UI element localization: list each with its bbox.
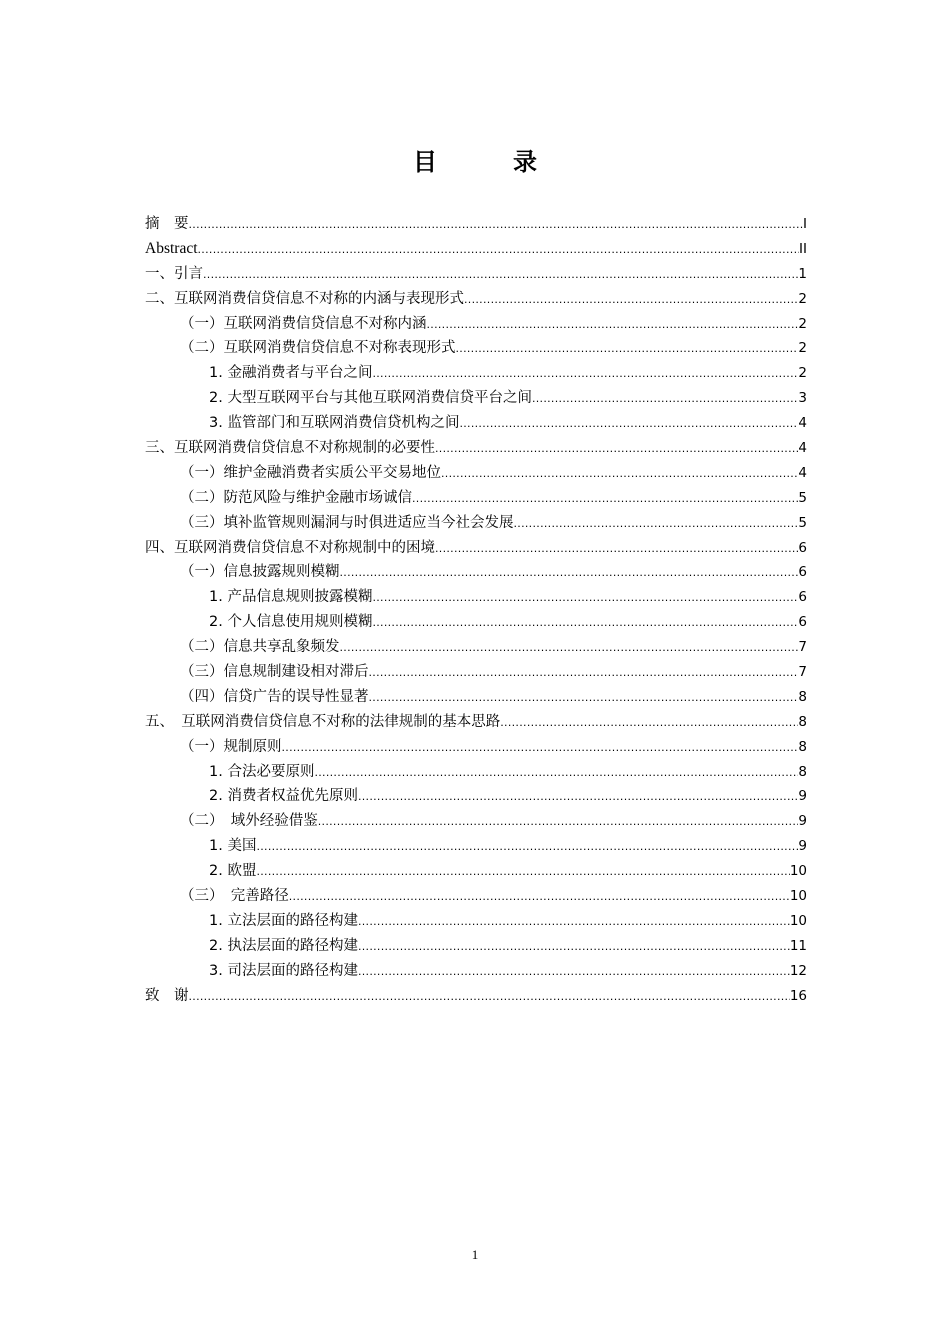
toc-entry[interactable]: [145, 436, 807, 461]
toc-entry[interactable]: [145, 660, 807, 685]
toc-dot-leader: [282, 736, 799, 761]
toc-entry[interactable]: [145, 560, 807, 585]
toc-entry-label: （一）维护金融消费者实质公平交易地位: [180, 464, 441, 481]
toc-dot-leader: [289, 885, 790, 910]
toc-entry[interactable]: [145, 809, 807, 834]
toc-entry-label: 2. 执法层面的路径构建: [209, 937, 358, 954]
toc-entry-label: （三）填补监管规则漏洞与时俱进适应当今社会发展: [180, 514, 514, 531]
toc-entry-page: 2: [798, 315, 807, 332]
toc-entry-page: 8: [798, 688, 807, 705]
toc-entry[interactable]: [145, 959, 807, 984]
toc-entry[interactable]: [145, 884, 807, 909]
toc-entry[interactable]: [145, 511, 807, 536]
toc-entry-label: 2. 个人信息使用规则模糊: [209, 614, 373, 631]
toc-dot-leader: [427, 313, 799, 338]
toc-dot-leader: [318, 810, 799, 835]
toc-entry-page: 6: [798, 539, 807, 556]
toc-entry-page: 6: [798, 614, 807, 631]
toc-entry[interactable]: [145, 984, 807, 1009]
toc-entry[interactable]: [145, 287, 807, 312]
toc-entry-page: 7: [798, 664, 807, 681]
toc-entry-label: 2. 欧盟: [209, 863, 257, 880]
toc-entry-label: 三、互联网消费信贷信息不对称规制的必要性: [145, 440, 435, 457]
toc-entry-page: 10: [789, 863, 807, 880]
toc-dot-leader: [369, 661, 799, 686]
toc-entry[interactable]: [145, 859, 807, 884]
toc-entry-label: 3. 监管部门和互联网消费信贷机构之间: [209, 415, 460, 432]
toc-entry[interactable]: [145, 312, 807, 337]
toc-entry-page: 6: [798, 564, 807, 581]
toc-entry[interactable]: [145, 386, 807, 411]
toc-entry[interactable]: [145, 710, 807, 735]
toc-dot-leader: [369, 686, 799, 711]
toc-entry-page: 8: [798, 738, 807, 755]
toc-entry-label: （二）信息共享乱象频发: [180, 639, 340, 656]
toc-entry-page: 9: [798, 813, 807, 830]
toc-entry-label: （一）规制原则: [180, 738, 282, 755]
toc-dot-leader: [358, 960, 790, 985]
toc-entry-page: 5: [798, 489, 807, 506]
toc-dot-leader: [500, 711, 798, 736]
toc-dot-leader: [358, 785, 798, 810]
toc-entry-label: 1. 合法必要原则: [209, 763, 315, 780]
toc-dot-leader: [189, 985, 790, 1010]
toc-entry[interactable]: [145, 934, 807, 959]
toc-list: [145, 212, 807, 1009]
toc-entry-page: 3: [798, 390, 807, 407]
toc-dot-leader: [514, 512, 799, 537]
toc-entry-label: 1. 产品信息规则披露模糊: [209, 589, 373, 606]
toc-entry[interactable]: [145, 262, 807, 287]
toc-entry-page: 7: [798, 639, 807, 656]
toc-entry-page: 9: [798, 788, 807, 805]
toc-entry-page: 10: [789, 888, 807, 905]
toc-entry[interactable]: [145, 411, 807, 436]
toc-entry-label: 2. 大型互联网平台与其他互联网消费信贷平台之间: [209, 390, 532, 407]
toc-dot-leader: [441, 462, 798, 487]
toc-dot-leader: [203, 263, 798, 288]
toc-entry-page: I: [803, 216, 807, 232]
toc-entry-page: 4: [798, 440, 807, 457]
toc-entry-page: 6: [798, 589, 807, 606]
toc-dot-leader: [189, 213, 804, 238]
toc-dot-leader: [256, 835, 798, 860]
toc-entry-label: （二）防范风险与维护金融市场诚信: [180, 489, 412, 506]
toc-entry-page: 2: [798, 365, 807, 382]
toc-entry-label: Abstract: [145, 239, 198, 257]
toc-dot-leader: [358, 935, 790, 960]
toc-entry[interactable]: [145, 909, 807, 934]
toc-entry-label: （三） 完善路径: [180, 888, 289, 905]
toc-dot-leader: [435, 437, 798, 462]
toc-dot-leader: [456, 337, 799, 362]
toc-dot-leader: [256, 860, 789, 885]
toc-entry-label: （二）互联网消费信贷信息不对称表现形式: [180, 340, 456, 357]
toc-entry[interactable]: [145, 685, 807, 710]
toc-entry-label: 3. 司法层面的路径构建: [209, 962, 358, 979]
toc-entry[interactable]: [145, 585, 807, 610]
toc-entry-page: 8: [798, 713, 807, 730]
toc-entry[interactable]: [145, 536, 807, 561]
toc-entry-page: 16: [789, 987, 807, 1004]
toc-entry-page: 11: [789, 937, 807, 954]
toc-entry-page: 2: [798, 340, 807, 357]
toc-entry-page: 10: [789, 912, 807, 929]
toc-title: 目 录: [413, 148, 563, 176]
toc-entry[interactable]: [145, 735, 807, 760]
toc-entry[interactable]: [145, 212, 807, 237]
toc-dot-leader: [464, 288, 798, 313]
toc-entry-label: 1. 立法层面的路径构建: [209, 912, 358, 929]
toc-dot-leader: [459, 412, 798, 437]
toc-entry-label: 五、 互联网消费信贷信息不对称的法律规制的基本思路: [145, 713, 501, 730]
toc-entry-page: 1: [798, 265, 807, 282]
toc-dot-leader: [340, 636, 799, 661]
toc-entry-page: 9: [798, 838, 807, 855]
toc-entry-label: （二） 域外经验借鉴: [180, 813, 318, 830]
toc-entry[interactable]: [145, 486, 807, 511]
toc-entry[interactable]: [145, 361, 807, 386]
toc-entry[interactable]: [145, 760, 807, 785]
toc-entry-label: 1. 金融消费者与平台之间: [209, 365, 373, 382]
toc-dot-leader: [372, 611, 798, 636]
toc-entry-page: 8: [798, 763, 807, 780]
toc-entry-page: 4: [798, 464, 807, 481]
toc-entry-label: （一）互联网消费信贷信息不对称内涵: [180, 315, 427, 332]
toc-dot-leader: [412, 487, 798, 512]
toc-entry[interactable]: [145, 834, 807, 859]
toc-entry-label: 摘 要: [145, 216, 189, 232]
toc-dot-leader: [358, 910, 790, 935]
toc-entry-label: 一、引言: [145, 265, 203, 282]
toc-dot-leader: [372, 586, 798, 611]
toc-entry-label: 二、互联网消费信贷信息不对称的内涵与表现形式: [145, 290, 464, 307]
toc-dot-leader: [532, 387, 798, 412]
toc-entry[interactable]: [145, 610, 807, 635]
toc-entry-label: （一）信息披露规则模糊: [180, 564, 340, 581]
toc-dot-leader: [435, 537, 798, 562]
toc-dot-leader: [372, 362, 798, 387]
toc-entry-label: 2. 消费者权益优先原则: [209, 788, 358, 805]
toc-entry[interactable]: [145, 237, 807, 262]
toc-entry-label: 1. 美国: [209, 838, 257, 855]
toc-entry-page: 4: [798, 415, 807, 432]
toc-entry-label: （三）信息规制建设相对滞后: [180, 664, 369, 681]
toc-dot-leader: [340, 561, 799, 586]
toc-entry-page: 12: [789, 962, 807, 979]
toc-dot-leader: [198, 238, 800, 263]
page-number: 1: [471, 1247, 479, 1262]
toc-entry-page: 2: [798, 290, 807, 307]
toc-entry[interactable]: [145, 336, 807, 361]
toc-dot-leader: [314, 761, 798, 786]
toc-entry[interactable]: [145, 461, 807, 486]
toc-entry-label: 致 谢: [145, 987, 189, 1004]
toc-entry-page: 5: [798, 514, 807, 531]
toc-entry-label: （四）信贷广告的误导性显著: [180, 688, 369, 705]
toc-entry-page: II: [799, 240, 807, 257]
toc-entry[interactable]: [145, 635, 807, 660]
toc-entry-label: 四、互联网消费信贷信息不对称规制中的困境: [145, 539, 435, 556]
toc-entry[interactable]: [145, 784, 807, 809]
